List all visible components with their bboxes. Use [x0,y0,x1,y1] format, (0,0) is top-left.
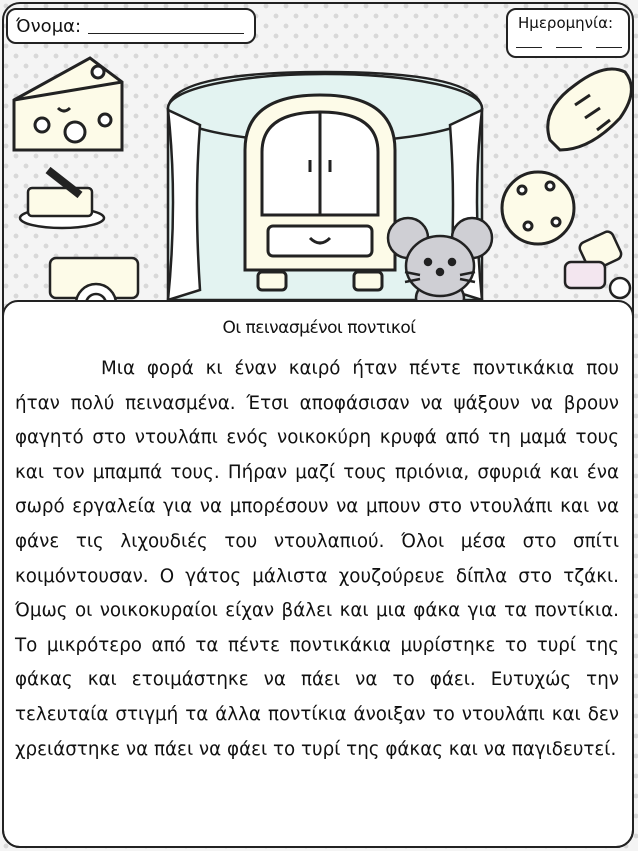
illustration-scene [0,0,638,330]
story-text: Μια φορά κι έναν καιρό ήταν πέντε ποντικάκια που ήταν πολύ πεινασμένα. Έτσι αποφάσισαν να ψάξουν να βρουν φαγητό στο ντουλάπι ενός νοικοκύρη κρυφά από τη μαμά τους και τον μπαμπά τους. Πήραν μαζί τους πριόνια, σφυριά και ένα σωρό εργαλεία για να μπορέσουν να μπουν στο ντουλάπι και να φάνε τις λιχουδιές του ντουλαπιού. Όλοι μέσα στο σπίτι κοιμόντουσαν. Ο γάτος μάλιστα χουζούρευε δίπλα στο τζάκι. Όμως οι νοικοκυραίοι είχαν βάλει και μια φάκα για τα ποντίκια. Το μικρότερο από τα πέντε ποντικάκια μυρίστηκε το τυρί της φάκας και ετοιμάστηκε να πάει να το φάει. Ευτυχώς την τελευταία στιγμή τα άλλα ποντίκια άνοιξαν το ντουλάπι και δεν χρειάστηκε να πάει να φάει το τυρί της φάκας και να παγιδευτεί. [15,358,619,760]
sweets-icon [565,230,630,298]
cupboard-icon [245,95,395,290]
name-label: Όνομα: [16,16,82,37]
cookie-icon [502,172,574,244]
date-label: Ημερομηνία: [518,14,614,32]
butter-icon [20,170,104,228]
bread-icon [548,69,632,150]
cheese-icon [14,58,122,150]
story-title: Οι πεινασμένοι ποντικοί [222,318,416,338]
story-text-block [15,352,619,767]
